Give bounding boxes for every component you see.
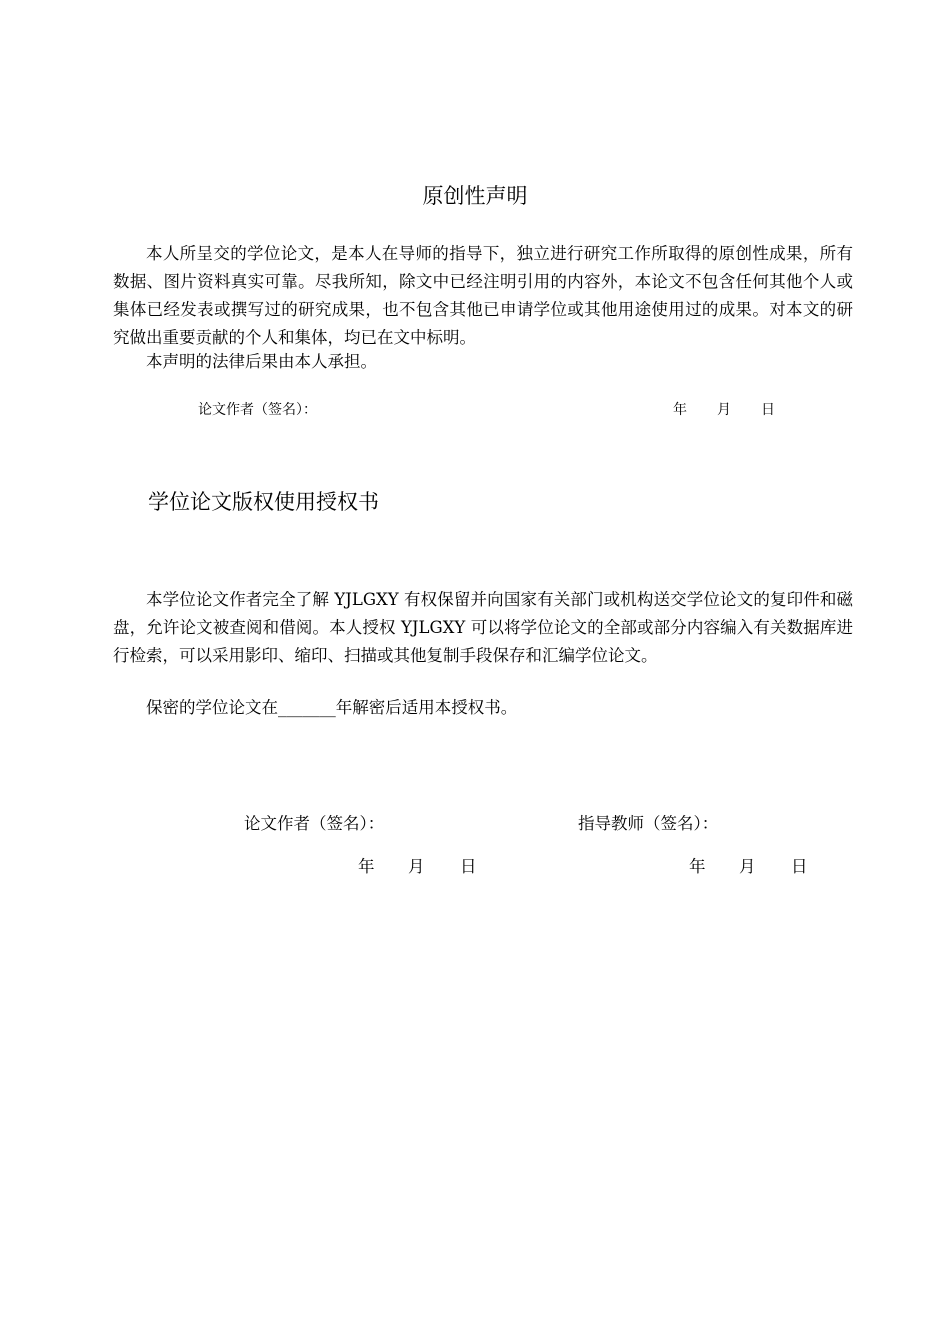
author-date-day: 日 [460, 857, 477, 876]
authorization-advisor-signature-label: 指导教师（签名）： [578, 814, 719, 833]
authorization-author-signature-label: 论文作者（签名）： [244, 814, 385, 833]
author-date-year: 年 [358, 857, 375, 876]
authorization-title: 学位论文版权使用授权书 [148, 490, 379, 514]
advisor-date-month: 月 [739, 857, 756, 876]
advisor-date-year: 年 [689, 857, 706, 876]
declaration-legal-note: 本声明的法律后果由本人承担。 [146, 352, 377, 371]
declaration-date-year: 年 [673, 402, 687, 418]
authorization-confidential-note: 保密的学位论文在_______年解密后适用本授权书。 [146, 698, 518, 717]
declaration-date-day: 日 [761, 402, 775, 418]
authorization-paragraph: 本学位论文作者完全了解 YJLGXY 有权保留并向国家有关部门或机构送交学位论文的复印件和磁盘，允许论文被查阅和借阅。本人授权 YJLGXY 可以将学位论文的全部或部分内容编入有关数据库进行检索，可以采用影印、缩印、扫描或其他复制手段保存和汇编学位论文。 [113, 590, 853, 665]
declaration-title: 原创性声明 [422, 184, 528, 208]
advisor-date-day: 日 [791, 857, 808, 876]
author-date-month: 月 [408, 857, 425, 876]
declaration-date-month: 月 [717, 402, 731, 418]
declaration-author-signature-label: 论文作者（签名）： [198, 402, 317, 418]
declaration-paragraph: 本人所呈交的学位论文，是本人在导师的指导下，独立进行研究工作所取得的原创性成果，所有数据、图片资料真实可靠。尽我所知，除文中已经注明引用的内容外，本论文不包含任何其他个人或集体已经发表或撰写过的研究成果，也不包含其他已申请学位或其他用途使用过的成果。对本文的研究做出重要贡献的个人和集体，均已在文中标明。 [113, 244, 853, 347]
